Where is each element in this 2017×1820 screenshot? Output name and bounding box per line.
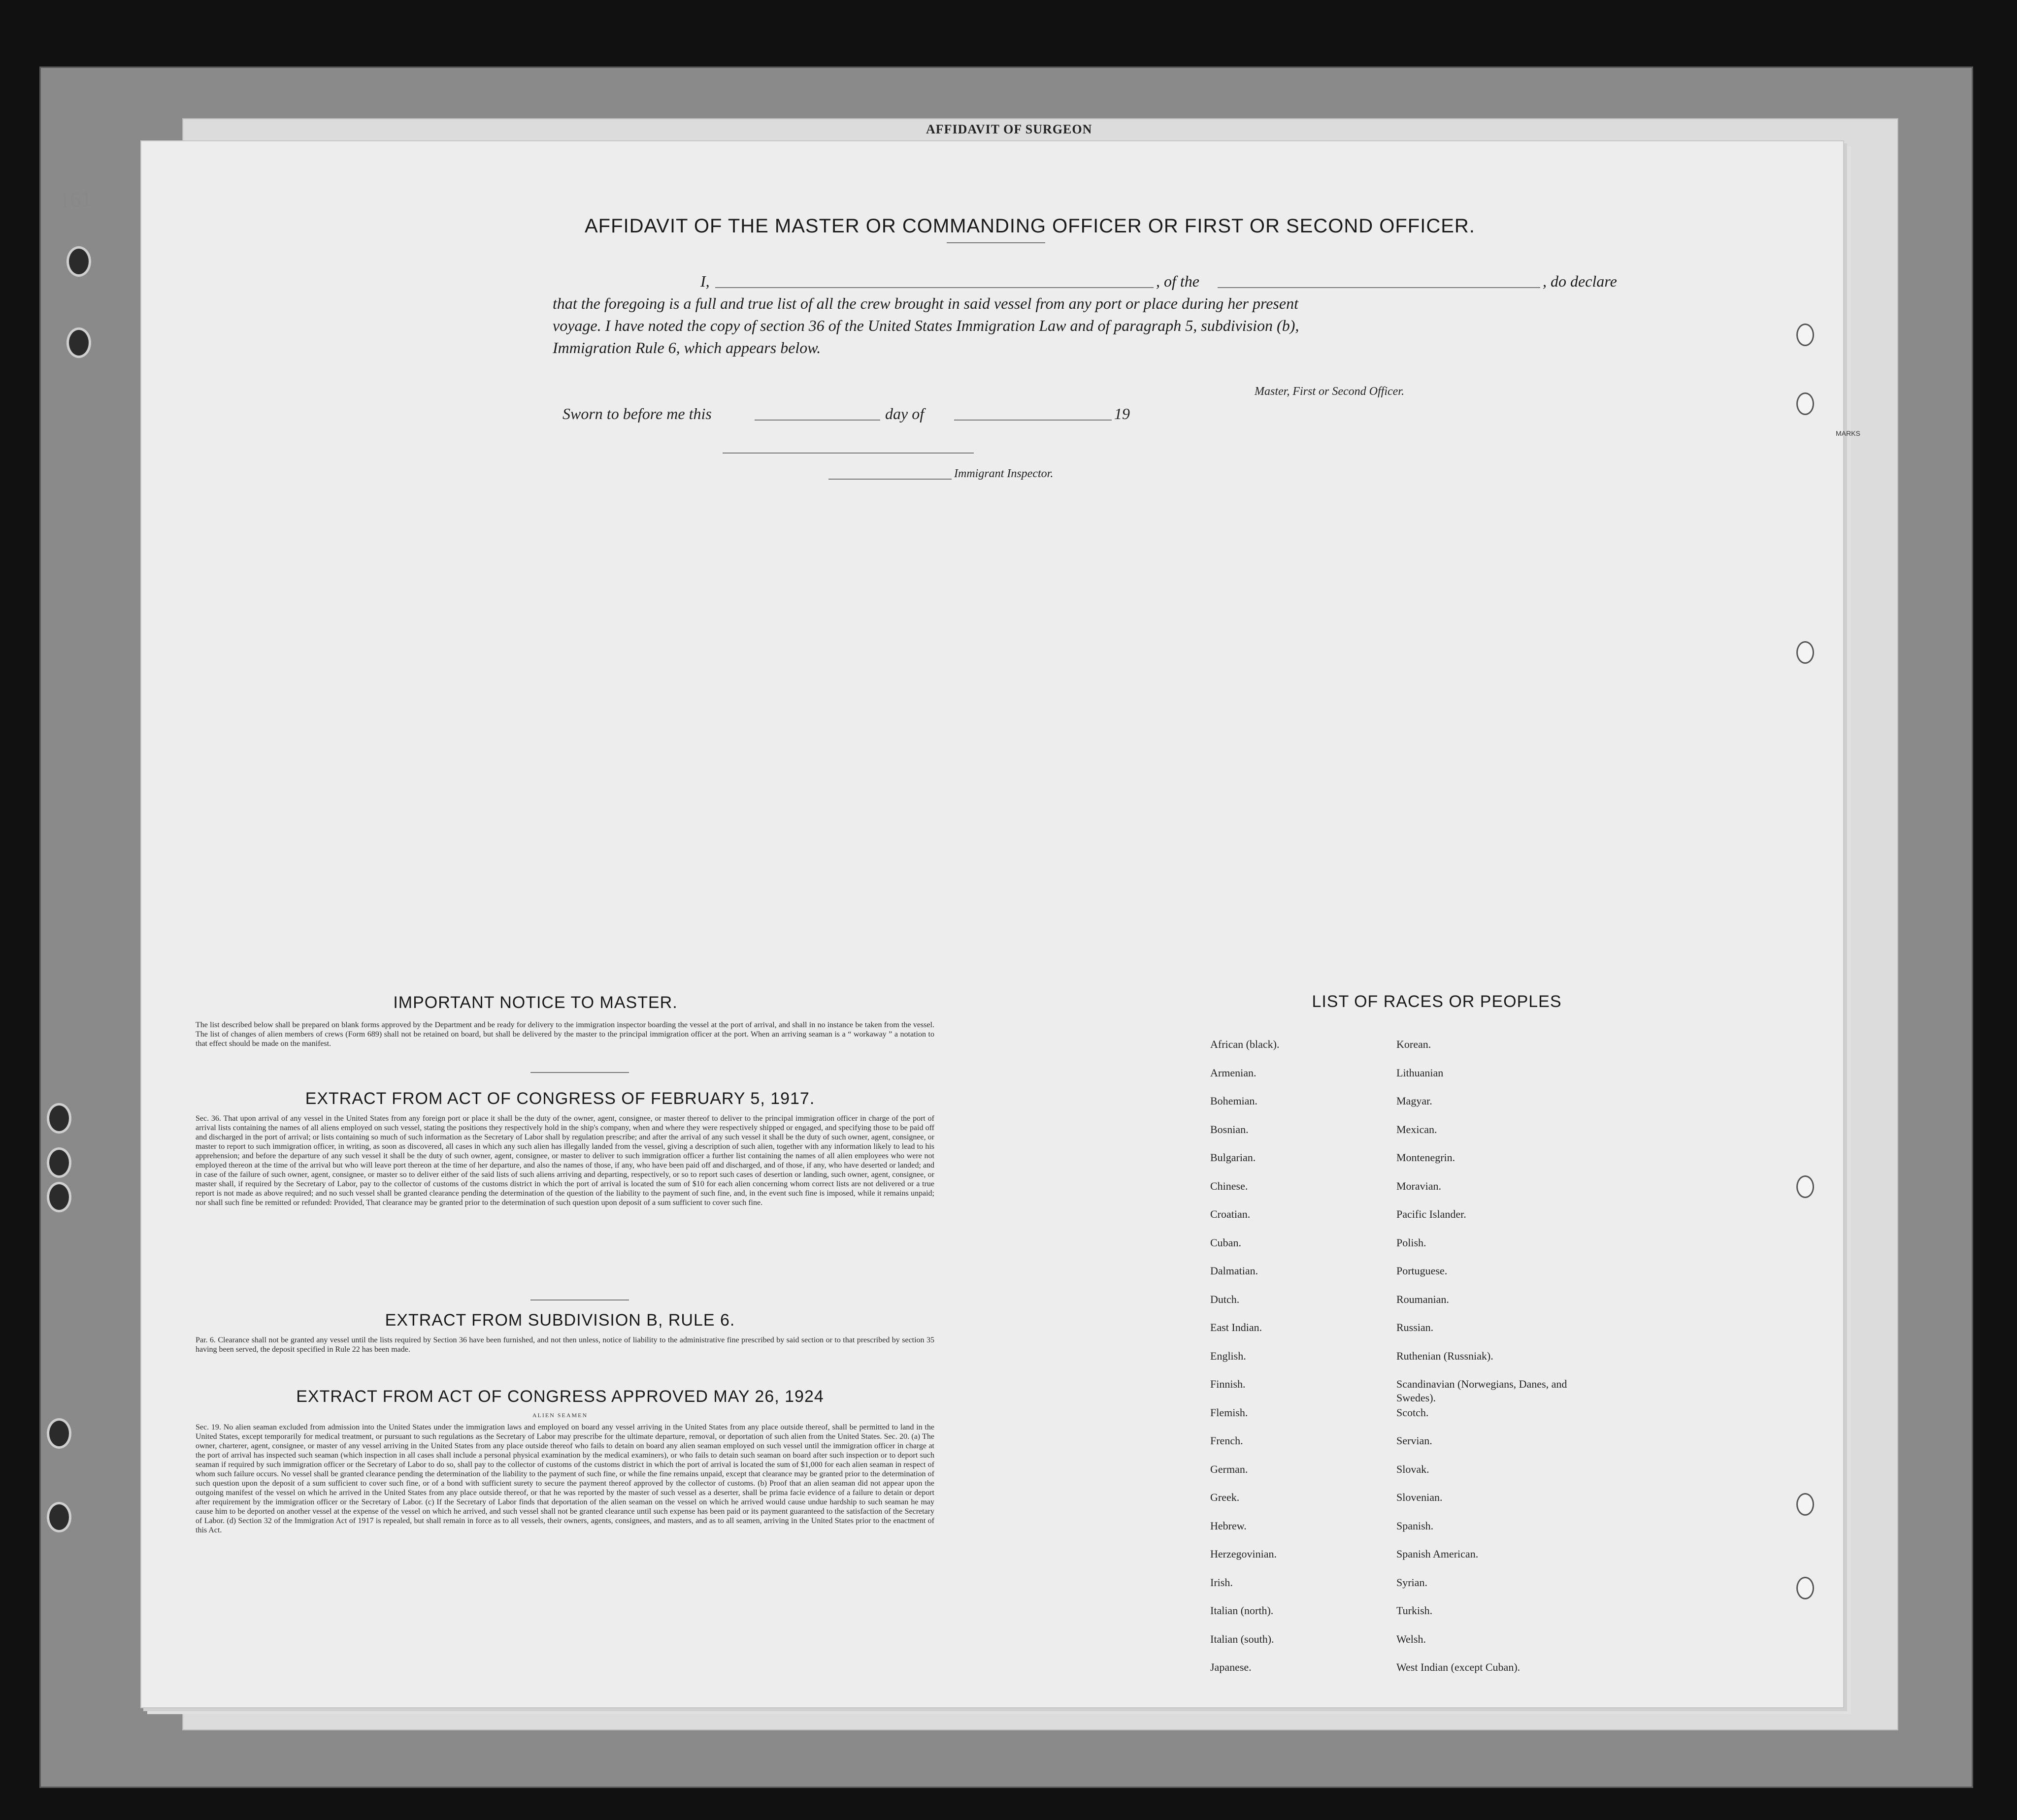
races-title: LIST OF RACES OR PEOPLES bbox=[1312, 992, 1562, 1011]
month-blank bbox=[954, 420, 1112, 421]
extract-1917-text: Sec. 36. That upon arrival of any vessel in the United States from any foreign port or place it shall be the duty of the owner, agent, consignee, or master thereof to deliver to the principal immigration officer in charge of the port of arrival lists containing the names of all aliens employed on such vessel, stating the positions they respectively hold in the ship's company, when and where they were respectively shipped or engaged, and specifying those to be paid off and discharged in the port of arrival; or lists containing so much of such information as the Secretary of Labor shall by regulation prescribe; and after the arrival of any such vessel it shall be the duty of such owner, agent, consignee, or master to report to such immigration officer, in writing, as soon as discovered, all cases in which any such alien has illegally landed from the vessel, giving a description of such alien, together with any information likely to lead to his apprehension; and before the departure of any such vessel it shall be the duty of such owner, agent, consignee, or master to deliver to such immigration officer a further list containing the names of all alien employees who were not employed thereon at the time of the arrival but who will leave port thereon at the time of her departure, and also the names of those, if any, who have been paid off and discharged, and of those, if any, who have deserted or landed; and in case of the failure of such owner, agent, consignee, or master so to deliver either of the said lists of such aliens arriving and departing, respectively, or so to report such cases of desertion or landing, such owner, agent, consignee, or master shall, if required by the Secretary of Labor, pay to the collector of customs of the customs district in which the port of arrival is located the sum of $10 for each alien concerning whom correct lists are not delivered or a true report is not made as above required; and no such vessel shall be granted clearance pending the determination of the question of the liability to the payment of such fine, and, in the event such fine is imposed, while it remains unpaid; nor shall such fine be remitted or refunded: Provided, That clearance may be granted prior to the determination of such question upon deposit of a sum sufficient to cover such fine. bbox=[196, 1114, 934, 1207]
day-of-text: day of bbox=[885, 405, 925, 422]
binder-hole bbox=[47, 1103, 71, 1134]
race-entry: Irish. bbox=[1210, 1576, 1233, 1589]
punch-hole bbox=[1796, 392, 1814, 415]
race-entry: Armenian. bbox=[1210, 1066, 1256, 1079]
name-blank bbox=[715, 287, 1154, 288]
race-entry: Bohemian. bbox=[1210, 1095, 1257, 1107]
race-entry: Syrian. bbox=[1396, 1576, 1427, 1589]
punch-hole bbox=[1796, 641, 1814, 664]
race-entry: Italian (north). bbox=[1210, 1604, 1274, 1617]
inspector-label: Immigrant Inspector. bbox=[954, 467, 1054, 480]
notice-text: The list described below shall be prepared on blank forms approved by the Department and be ready for delivery to the immigration inspector boarding the vessel at the port of arrival, and shall in no instance be taken from the vessel. The list of changes of alien members of crews (Form 689) shall not be retained on board, but shall be delivered by the master to the principal immigration officer at the port. When an arriving seaman is a “ workaway ” a notation to that effect should be made on the manifest. bbox=[196, 1021, 934, 1048]
race-entry: Scandinavian (Norwegians, Danes, and Swedes). bbox=[1396, 1378, 1567, 1404]
race-entry: Spanish. bbox=[1396, 1519, 1434, 1532]
vessel-blank bbox=[1218, 287, 1540, 288]
race-entry: Herzegovinian. bbox=[1210, 1548, 1277, 1560]
affidavit-line-2: that the foregoing is a full and true list of all the crew brought in said vessel from any port or place during her present bbox=[553, 294, 1298, 312]
rule6-title: EXTRACT FROM SUBDIVISION B, RULE 6. bbox=[385, 1311, 735, 1330]
divider bbox=[530, 1072, 629, 1073]
day-blank bbox=[755, 420, 880, 421]
race-entry: Italian (south). bbox=[1210, 1632, 1274, 1645]
binder-hole bbox=[66, 327, 91, 358]
race-entry: Scotch. bbox=[1396, 1406, 1429, 1419]
punch-hole bbox=[1796, 324, 1814, 346]
race-entry: Slovak. bbox=[1396, 1462, 1429, 1475]
race-entry: Cuban. bbox=[1210, 1236, 1241, 1249]
affidavit-i: I, bbox=[700, 272, 710, 290]
extract-1924-text: Sec. 19. No alien seaman excluded from admission into the United States under the immigration laws and employed on board any vessel arriving in the United States from any place outside thereof, shall be permitted to land in the United States, except temporarily for medical treatment, or pursuant to such regulations as the Secretary of Labor may prescribe for the ultimate departure, removal, or deportation of such alien from the United States. Sec. 20. (a) The owner, charterer, agent, consignee, or master of any vessel arriving in the United States from any place outside thereof who fails to detain on board any alien seaman employed on such vessel until the immigration officer in charge at the port of arrival has inspected such seaman (which inspection in all cases shall include a personal physical examination by the medical examiners), or who fails to detain such seaman on board after such inspection or to deport such seaman if required by such immigration officer or the Secretary of Labor to do so, shall pay to the collector of customs of the customs district in which the port of arrival is located the sum of $1,000 for each alien seaman in respect of whom such failure occurs. No vessel shall be granted clearance pending the determination of the liability to the payment of such fine, or while the fine remains unpaid, except that clearance may be granted prior to the determination of such question upon the deposit of a sum sufficient to cover such fine, or of a bond with sufficient surety to secure the payment thereof approved by the collector of customs. (b) Proof that an alien seaman did not appear upon the outgoing manifest of the vessel on which he arrived in the United States from any place outside thereof, or that he was reported by the master of such vessel as a deserter, shall be prima facie evidence of a failure to detain or deport after requirement by the immigration officer or the Secretary of Labor. (c) If the Secretary of Labor finds that deportation of the alien seaman on the vessel on which he arrived would cause undue hardship to such seaman he may cause him to be deported on another vessel at the expense of the vessel on which he arrived, and such vessel shall not be granted clearance until such expense has been paid or its payment guaranteed to the satisfaction of the Secretary of Labor. (d) Section 32 of the Immigration Act of 1917 is repealed, but shall remain in force as to all vessels, their owners, agents, consignees, and masters, and as to all seamen, arriving in the United States prior to the enactment of this Act. bbox=[196, 1423, 934, 1534]
binder-hole bbox=[47, 1147, 71, 1178]
race-entry: Lithuanian bbox=[1396, 1066, 1444, 1079]
title-underline bbox=[947, 242, 1045, 243]
rule6-text: Par. 6. Clearance shall not be granted any vessel until the lists required by Section 36 have been furnished, and not then unless, notice of liability to the administrative fine prescribed by said section or to that prescribed by section 35 having been served, the deposit specified in Rule 22 has been made. bbox=[196, 1336, 934, 1354]
affidavit-declaration bbox=[513, 270, 1621, 359]
race-entry: Polish. bbox=[1396, 1236, 1426, 1249]
punch-hole bbox=[1796, 1493, 1814, 1516]
race-entry: Slovenian. bbox=[1396, 1491, 1443, 1503]
race-entry: Greek. bbox=[1210, 1491, 1240, 1503]
race-entry: Bulgarian. bbox=[1210, 1151, 1256, 1164]
marks-column-label: MARKS bbox=[1836, 429, 1860, 437]
binder-hole bbox=[66, 246, 91, 277]
race-entry: Finnish. bbox=[1210, 1378, 1246, 1390]
race-entry: Ruthenian (Russniak). bbox=[1396, 1349, 1493, 1362]
binder-hole bbox=[47, 1502, 71, 1532]
manifest-sheet bbox=[140, 140, 1860, 1708]
race-entry: Russian. bbox=[1396, 1321, 1434, 1333]
race-entry: Montenegrin. bbox=[1396, 1151, 1455, 1164]
notice-title: IMPORTANT NOTICE TO MASTER. bbox=[393, 993, 678, 1012]
race-entry: Dutch. bbox=[1210, 1293, 1240, 1305]
race-entry: Servian. bbox=[1396, 1434, 1432, 1447]
race-entry: Turkish. bbox=[1396, 1604, 1433, 1617]
inspector-short-line bbox=[828, 479, 952, 480]
punch-hole bbox=[1796, 1577, 1814, 1599]
year-prefix: 19 bbox=[1114, 405, 1130, 422]
race-entry: West Indian (except Cuban). bbox=[1396, 1661, 1521, 1673]
surgeon-affidavit-header: AFFIDAVIT OF SURGEON bbox=[926, 122, 1092, 136]
binder-hole bbox=[47, 1182, 71, 1212]
master-signature-label: Master, First or Second Officer. bbox=[1255, 385, 1404, 398]
affidavit-do-declare: , do declare bbox=[1543, 272, 1617, 290]
punch-hole bbox=[1796, 1175, 1814, 1198]
race-entry: Hebrew. bbox=[1210, 1519, 1247, 1532]
affidavit-of-the: , of the bbox=[1156, 272, 1199, 290]
race-entry: Pacific Islander. bbox=[1396, 1208, 1466, 1220]
affidavit-title: AFFIDAVIT OF THE MASTER OR COMMANDING OFFICER OR FIRST OR SECOND OFFICER. bbox=[585, 215, 1475, 237]
race-entry: German. bbox=[1210, 1462, 1248, 1475]
race-entry: Moravian. bbox=[1396, 1179, 1442, 1192]
extract-1924-title: EXTRACT FROM ACT OF CONGRESS APPROVED MAY 26, 1924 bbox=[296, 1387, 824, 1406]
races-right-column bbox=[1396, 1038, 1603, 1689]
binder-hole bbox=[47, 1418, 71, 1449]
inspector-signature-line bbox=[723, 453, 974, 454]
affidavit-line-3: voyage. I have noted the copy of section 36 of the United States Immigration Law and of paragraph 5, subdivision (b), bbox=[553, 317, 1299, 334]
race-entry: Chinese. bbox=[1210, 1179, 1248, 1192]
race-entry: Spanish American. bbox=[1396, 1548, 1479, 1560]
race-entry: French. bbox=[1210, 1434, 1243, 1447]
sworn-text: Sworn to before me this bbox=[562, 405, 712, 422]
race-entry: Welsh. bbox=[1396, 1632, 1426, 1645]
race-entry: Dalmatian. bbox=[1210, 1265, 1258, 1277]
race-entry: Flemish. bbox=[1210, 1406, 1248, 1419]
extract-1917-title: EXTRACT FROM ACT OF CONGRESS OF FEBRUARY 5, 1917. bbox=[305, 1089, 815, 1108]
race-entry: Magyar. bbox=[1396, 1095, 1432, 1107]
race-entry: Roumanian. bbox=[1396, 1293, 1449, 1305]
ink-stamp-number: 161 bbox=[58, 186, 93, 213]
race-entry: Japanese. bbox=[1210, 1661, 1252, 1673]
race-entry: Mexican. bbox=[1396, 1123, 1437, 1136]
race-entry: Bosnian. bbox=[1210, 1123, 1249, 1136]
race-entry: Croatian. bbox=[1210, 1208, 1251, 1220]
race-entry: English. bbox=[1210, 1349, 1246, 1362]
alien-seamen-subhead: ALIEN SEAMEN bbox=[532, 1412, 588, 1419]
race-entry: Portuguese. bbox=[1396, 1265, 1448, 1277]
race-entry: African (black). bbox=[1210, 1038, 1280, 1050]
race-entry: Korean. bbox=[1396, 1038, 1431, 1050]
races-left-column bbox=[1210, 1038, 1388, 1689]
affidavit-line-4: Immigration Rule 6, which appears below. bbox=[553, 339, 821, 357]
race-entry: East Indian. bbox=[1210, 1321, 1262, 1333]
